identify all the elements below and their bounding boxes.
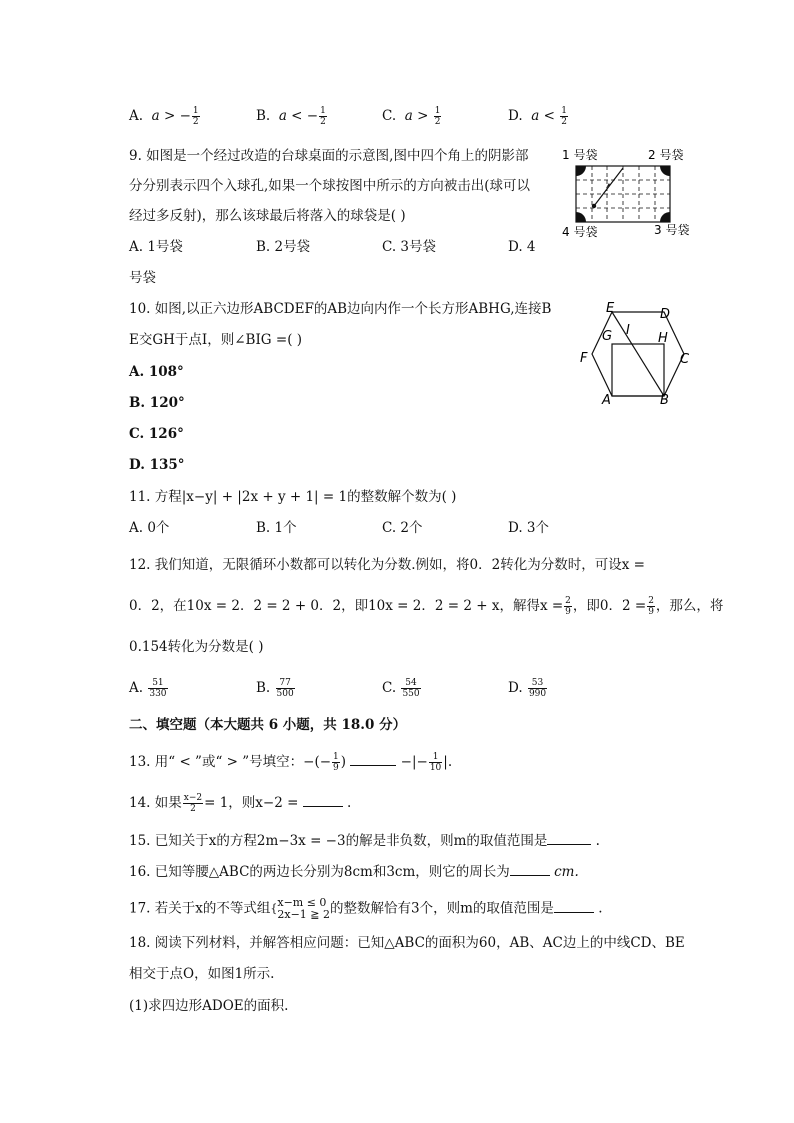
label-a: A — [602, 393, 611, 408]
q10-option-d: D. 135° — [129, 457, 185, 473]
label-h: H — [658, 331, 668, 346]
table-grid — [576, 166, 670, 222]
label-d: D — [660, 307, 671, 322]
pocket-1 — [576, 166, 586, 176]
q10-line-1: 10. 如图,以正六边形ABCDEF的AB边向内作一个长方形ABHG,连接B — [129, 301, 552, 317]
q18-line-3: (1)求四边形ADOE的面积. — [129, 998, 289, 1014]
q10-option-a: A. 108° — [129, 364, 184, 380]
inequality-system: { x−m ≤ 0 2x−1 ≧ 2 — [270, 896, 331, 921]
rectangle-abhg — [612, 344, 664, 396]
q18-line-2: 相交于点O，如图1所示. — [129, 966, 275, 982]
fraction: $\frac{54}{550}$ — [402, 678, 420, 699]
bag-4-label: 4 号袋 — [562, 225, 598, 239]
fraction: $\frac{1}{2}$ — [561, 106, 567, 127]
ball-path — [594, 168, 623, 206]
answer-blank[interactable] — [547, 844, 591, 845]
fraction: $\frac{51}{330}$ — [149, 678, 167, 699]
q9-option-d-wrap: 号袋 — [129, 270, 156, 286]
q8-option-c: C. a > $\frac{1}{2}$ — [382, 106, 441, 127]
q18-line-1: 18. 阅读下列材料，并解答相应问题：已知△ABC的面积为60，AB、AC边上的中线CD、BE — [129, 935, 685, 951]
bag-3-label: 3 号袋 — [654, 223, 690, 237]
q12-line-2: 0．2̇，在10x = 2．2̇ = 2 + 0．2̇，即10x = 2．2̇ = 2 + x，解得x = $\frac{2}{9}$ ，即0．2̇ = $\frac{2}{9}$ ，那么，将 — [129, 596, 724, 617]
q12-option-b: B. $\frac{77}{500}$ — [256, 678, 294, 699]
pocket-2 — [660, 166, 670, 176]
hexagon-figure — [574, 300, 698, 408]
q11-option-a: A. 0个 — [129, 520, 170, 536]
fraction: $\frac{x-2}{2}$ — [183, 793, 203, 814]
fraction: $\frac{53}{990}$ — [528, 678, 547, 699]
q12-option-d: D. $\frac{53}{990}$ — [508, 678, 547, 699]
label-g: G — [602, 329, 613, 344]
q9-option-d: D. 4 — [508, 239, 536, 255]
fraction: $\frac{2}{9}$ — [648, 596, 654, 617]
bag-2-label: 2 号袋 — [648, 148, 684, 162]
fraction: $\frac{77}{500}$ — [276, 678, 294, 699]
q9-option-b: B. 2号袋 — [256, 239, 311, 255]
q11-option-d: D. 3个 — [508, 520, 550, 536]
q10-option-b: B. 120° — [129, 395, 185, 411]
label-c: C — [680, 352, 690, 367]
label-f: F — [580, 351, 588, 366]
answer-blank[interactable] — [554, 912, 594, 913]
q9-line-1: 9. 如图是一个经过改造的台球桌面的示意图,图中四个角上的阴影部 — [129, 148, 529, 164]
ball — [592, 204, 596, 208]
label-i: I — [626, 323, 630, 338]
q17: 17. 若关于x的不等式组{ x−m ≤ 0 2x−1 ≧ 2 的整数解恰有3个，则m的取值范围是 . — [129, 896, 603, 921]
fraction: $\frac{1}{2}$ — [320, 106, 326, 127]
bag-1-label: 1 号袋 — [562, 148, 598, 162]
section-2-heading: 二、填空题（本大题共 6 小题，共 18.0 分） — [129, 717, 407, 733]
q9-option-c: C. 3号袋 — [382, 239, 437, 255]
q12-line-1: 12. 我们知道，无限循环小数都可以转化为分数.例如，将0．2̇转化为分数时，可设x = — [129, 557, 645, 573]
fraction: $\frac{1}{2}$ — [434, 106, 441, 127]
label-e: E — [606, 301, 615, 316]
q11-option-c: C. 2个 — [382, 520, 423, 536]
q12-option-a: A. $\frac{51}{330}$ — [129, 678, 167, 699]
q8-option-d: D. a < $\frac{1}{2}$ — [508, 106, 567, 127]
fraction: $\frac{2}{9}$ — [565, 596, 571, 617]
pocket-3 — [660, 212, 670, 222]
answer-blank[interactable] — [350, 765, 396, 766]
label-b: B — [660, 393, 669, 408]
q9-line-3: 经过多反射)，那么该球最后将落入的球袋是( ) — [129, 208, 406, 224]
answer-blank[interactable] — [303, 806, 343, 807]
answer-blank[interactable] — [510, 875, 550, 876]
q12-line-3: 0.15̇4̇转化为分数是( ) — [129, 639, 264, 655]
q16: 16. 已知等腰△ABC的两边长分别为8cm和3cm，则它的周长为 cm. — [129, 864, 579, 880]
q9-line-2: 分分别表示四个入球孔,如果一个球按图中所示的方向被击出(球可以 — [129, 178, 531, 194]
q10-line-2: E交GH于点I，则∠BIG =( ) — [129, 332, 303, 348]
pocket-4 — [576, 212, 586, 222]
q8-option-b: B. a < − $\frac{1}{2}$ — [256, 106, 326, 127]
q11-stem: 11. 方程|x−y| + |2x + y + 1| = 1的整数解个数为( ) — [129, 489, 457, 505]
q12-option-c: C. $\frac{54}{550}$ — [382, 678, 420, 699]
q8-option-a: A. a > − $\frac{1}{2}$ — [129, 106, 199, 127]
q14: 14. 如果 $\frac{x-2}{2}$ = 1，则x−2 = . — [129, 793, 352, 814]
fraction: $\frac{1}{2}$ — [192, 106, 199, 127]
q9-option-a: A. 1号袋 — [129, 239, 183, 255]
billiard-table-figure — [560, 144, 700, 242]
segment-be — [612, 312, 664, 396]
q13: 13. 用“ < ”或“ > ”号填空：−(− $\frac{1}{9}$ ) −|− $\frac{1}{10}$ |. — [129, 752, 453, 773]
q11-option-b: B. 1个 — [256, 520, 297, 536]
q10-option-c: C. 126° — [129, 426, 184, 442]
fraction: $\frac{1}{10}$ — [429, 752, 442, 773]
q15: 15. 已知关于x的方程2m−3x = −3的解是非负数，则m的取值范围是 . — [129, 833, 600, 849]
fraction: $\frac{1}{9}$ — [333, 752, 339, 773]
